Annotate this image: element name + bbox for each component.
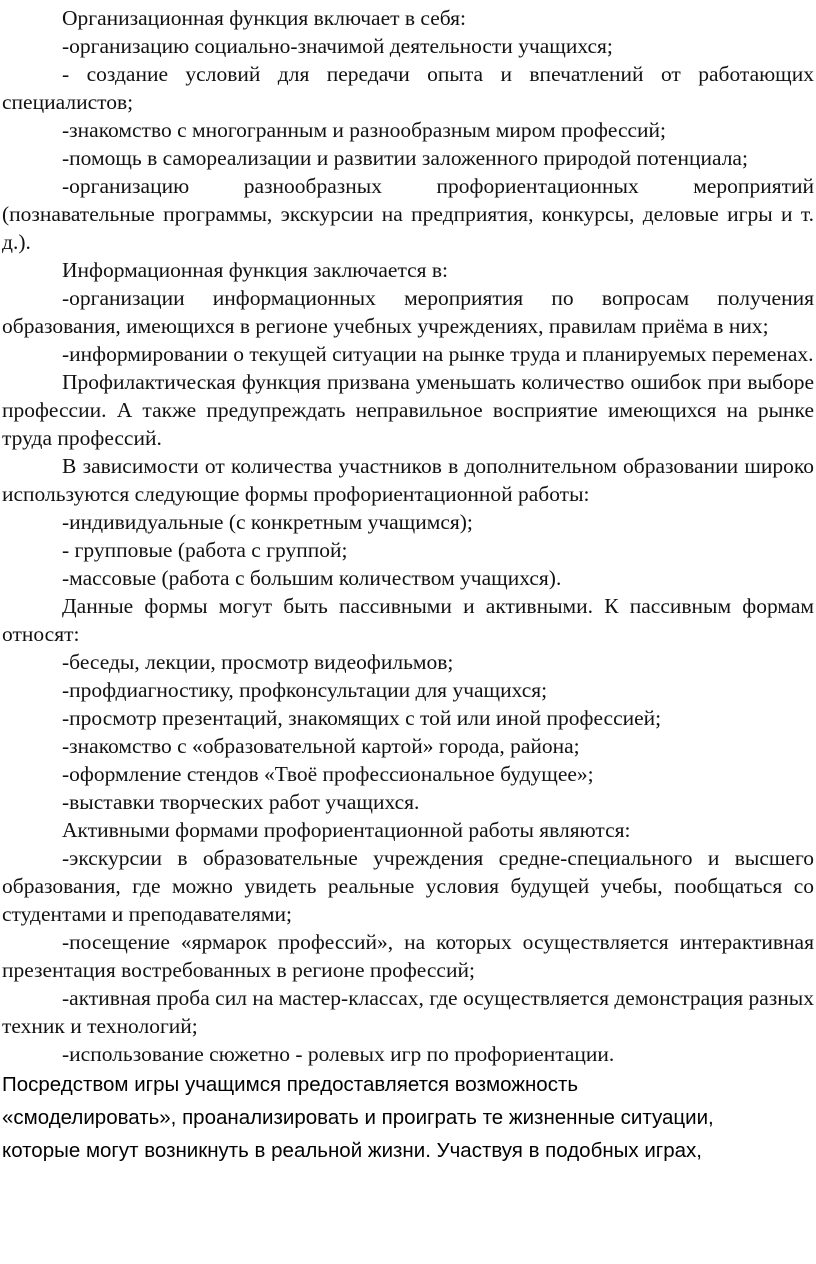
paragraph-master-classes: -активная проба сил на мастер-классах, где осуществляется демонстрация разных техник и технологий; [2, 986, 814, 1038]
paragraph-org-function-intro: Организационная функция включает в себя: [62, 6, 467, 30]
paragraph-info-events: -организации информационных мероприятия по вопросам получения образования, имеющихся в регионе учебных учреждениях, правилам приёма в них; [2, 286, 814, 338]
paragraph-professions-world: -знакомство с многогранным и разнообразным миром профессий; [62, 118, 667, 142]
paragraph-active-forms-intro: Активными формами профориентационной работы являются: [62, 818, 631, 842]
paragraph-career-fairs: -посещение «ярмарок профессий», на которых осуществляется интерактивная презентация востребованных в регионе профессий; [2, 930, 814, 982]
paragraph-self-realization: -помощь в самореализации и развитии заложенного природой потенциала; [62, 146, 748, 170]
paragraph-education-map: -знакомство с «образовательной картой» города, района; [62, 734, 580, 758]
paragraph-excursions: -экскурсии в образовательные учреждения средне-специального и высшего образования, где можно увидеть реальные условия будущей учебы, пообщаться со студентами и преподавателями; [2, 846, 814, 926]
closing-line-1: Посредством игры учащимся предоставляется возможность [2, 1073, 579, 1096]
paragraph-presentations: -просмотр презентаций, знакомящих с той или иной профессией; [62, 706, 662, 730]
paragraph-individual-form: -индивидуальные (с конкретным учащимся); [62, 510, 473, 534]
paragraph-experience-transfer: - создание условий для передачи опыта и впечатлений от работающих специалистов; [2, 62, 814, 114]
paragraph-labor-market: -информировании о текущей ситуации на рынке труда и планируемых переменах. [62, 342, 814, 366]
paragraph-forms-intro: В зависимости от количества участников в дополнительном образовании широко используются следующие формы профориентационной работы: [2, 454, 814, 506]
paragraph-mass-form: -массовые (работа с большим количеством учащихся). [62, 566, 562, 590]
paragraph-info-function-intro: Информационная функция заключается в: [62, 258, 449, 282]
paragraph-preventive-function: Профилактическая функция призвана уменьшать количество ошибок при выборе профессии. А также предупреждать неправильное восприятие имеющихся на рынке труда профессий. [2, 370, 814, 450]
paragraph-exhibitions: -выставки творческих работ учащихся. [62, 790, 420, 814]
closing-line-2: «смоделировать», проанализировать и проиграть те жизненные ситуации, [2, 1106, 714, 1129]
paragraph-career-events: -организацию разнообразных профориентационных мероприятий (познавательные программы, экскурсии на предприятия, конкурсы, деловые игры и т. д.). [2, 174, 814, 254]
paragraph-conversations: -беседы, лекции, просмотр видеофильмов; [62, 650, 454, 674]
paragraph-diagnostics: -профдиагностику, профконсультации для учащихся; [62, 678, 548, 702]
paragraph-social-activity: -организацию социально-значимой деятельности учащихся; [62, 34, 613, 58]
paragraph-stands: -оформление стендов «Твоё профессиональное будущее»; [62, 762, 594, 786]
paragraph-group-form: - групповые (работа с группой; [62, 538, 348, 562]
paragraph-role-games: -использование сюжетно - ролевых игр по профориентации. [62, 1042, 615, 1066]
paragraph-passive-active-intro: Данные формы могут быть пассивными и активными. К пассивным формам относят: [2, 594, 814, 646]
closing-line-3: которые могут возникнуть в реальной жизни. Участвуя в подобных играх, [2, 1139, 703, 1162]
